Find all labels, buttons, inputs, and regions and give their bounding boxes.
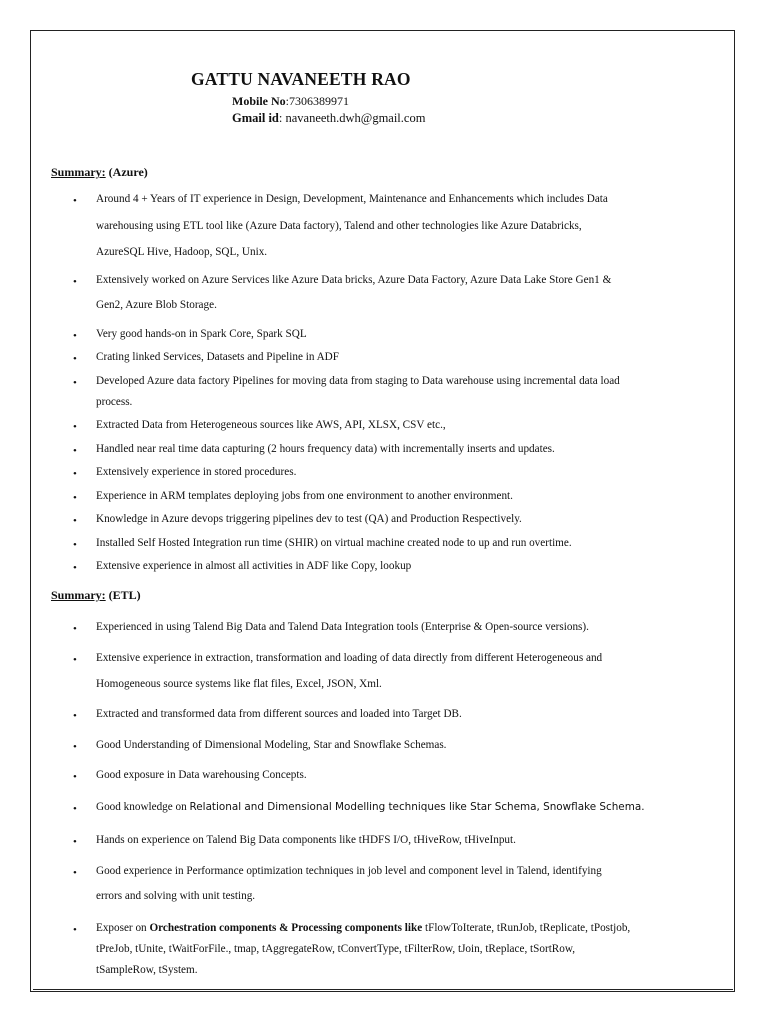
gmail-line bbox=[232, 111, 425, 126]
azure-item-10: Knowledge in Azure devops triggering pipelines dev to test (QA) and Production Respectively. bbox=[96, 513, 522, 525]
etl-summary-heading bbox=[51, 588, 141, 603]
gmail-address: : navaneeth.dwh@gmail.com bbox=[278, 111, 426, 125]
exposer-line-1-rest: tFlowToIterate, tRunJob, tReplicate, tPostjob, bbox=[422, 922, 631, 934]
mobile-label: Mobile No bbox=[232, 94, 286, 108]
mobile-line bbox=[232, 94, 349, 109]
azure-summary-heading bbox=[51, 165, 148, 180]
azure-item-1-line-2: warehousing using ETL tool like (Azure Data factory), Talend and other technologies like Azure Databricks, bbox=[96, 220, 582, 232]
azure-label: (Azure) bbox=[105, 165, 148, 179]
bullet-icon: • bbox=[73, 741, 77, 753]
bullet-icon: • bbox=[73, 468, 77, 480]
bullet-icon: • bbox=[73, 276, 77, 288]
etl-item-5: Good exposure in Data warehousing Concepts. bbox=[96, 769, 307, 781]
bullet-icon: • bbox=[73, 924, 77, 936]
summary-label: Summary: bbox=[51, 165, 106, 179]
azure-item-5-line-1: Developed Azure data factory Pipelines for moving data from staging to Data warehouse using incremental data load bbox=[96, 375, 620, 387]
azure-item-9: Experience in ARM templates deploying jobs from one environment to another environment. bbox=[96, 490, 513, 502]
etl-item-2-line-2: Homogeneous source systems like flat files, Excel, JSON, Xml. bbox=[96, 678, 382, 690]
azure-item-1-line-3: AzureSQL Hive, Hadoop, SQL, Unix. bbox=[96, 246, 268, 258]
exposer-prefix: Exposer on bbox=[96, 922, 150, 934]
azure-item-5-line-2: process. bbox=[96, 396, 133, 408]
bullet-icon: • bbox=[73, 771, 77, 783]
etl-item-9-line-3: tSampleRow, tSystem. bbox=[96, 964, 198, 976]
bullet-icon: • bbox=[73, 195, 77, 207]
azure-item-2-line-1: Extensively worked on Azure Services like Azure Data bricks, Azure Data Factory, Azure Data Lake Store Gen1 & bbox=[96, 274, 612, 286]
bullet-icon: • bbox=[73, 803, 77, 815]
bullet-icon: • bbox=[73, 539, 77, 551]
exposer-bold: Orchestration components & Processing components like bbox=[149, 922, 423, 934]
bullet-icon: • bbox=[73, 867, 77, 879]
etl-item-4: Good Understanding of Dimensional Modeling, Star and Snowflake Schemas. bbox=[96, 739, 447, 751]
etl-item-8-line-2: errors and solving with unit testing. bbox=[96, 890, 256, 902]
bullet-icon: • bbox=[73, 377, 77, 389]
etl-label: (ETL) bbox=[105, 588, 141, 602]
azure-item-8: Extensively experience in stored procedures. bbox=[96, 466, 297, 478]
azure-item-1-line-1: Around 4 + Years of IT experience in Design, Development, Maintenance and Enhancements which includes Data bbox=[96, 193, 608, 205]
bullet-icon: • bbox=[73, 623, 77, 635]
azure-item-6: Extracted Data from Heterogeneous sources like AWS, API, XLSX, CSV etc., bbox=[96, 419, 446, 431]
bullet-icon: • bbox=[73, 836, 77, 848]
summary-label: Summary: bbox=[51, 588, 106, 602]
mobile-number: :7306389971 bbox=[285, 94, 350, 108]
azure-item-11: Installed Self Hosted Integration run time (SHIR) on virtual machine created node to up and run overtime. bbox=[96, 537, 572, 549]
etl-item-6 bbox=[96, 801, 645, 813]
bullet-icon: • bbox=[73, 515, 77, 527]
azure-item-7: Handled near real time data capturing (2 hours frequency data) with incrementally inserts and updates. bbox=[96, 443, 555, 455]
bullet-icon: • bbox=[73, 330, 77, 342]
azure-item-4: Crating linked Services, Datasets and Pipeline in ADF bbox=[96, 351, 339, 363]
bullet-icon: • bbox=[73, 353, 77, 365]
bullet-icon: • bbox=[73, 710, 77, 722]
etl-item-9-line-2: tPreJob, tUnite, tWaitForFile., tmap, tAggregateRow, tConvertType, tFilterRow, tJoin, tReplace, tSortRow, bbox=[96, 943, 576, 955]
modelling-text: Relational and Dimensional Modelling techniques like Star Schema, Snowflake Schema. bbox=[189, 801, 645, 813]
candidate-name: GATTU NAVANEETH RAO bbox=[191, 69, 411, 89]
etl-item-3: Extracted and transformed data from different sources and loaded into Target DB. bbox=[96, 708, 462, 720]
bullet-icon: • bbox=[73, 654, 77, 666]
azure-item-3: Very good hands-on in Spark Core, Spark SQL bbox=[96, 328, 307, 340]
bullet-icon: • bbox=[73, 562, 77, 574]
etl-item-9-line-1 bbox=[96, 922, 630, 934]
gmail-label: Gmail id bbox=[232, 111, 279, 125]
bullet-icon: • bbox=[73, 492, 77, 504]
azure-item-2-line-2: Gen2, Azure Blob Storage. bbox=[96, 299, 217, 311]
page-border-double-line bbox=[33, 989, 733, 990]
etl-item-2-line-1: Extensive experience in extraction, transformation and loading of data directly from different Heterogeneous and bbox=[96, 652, 603, 664]
etl-item-8-line-1: Good experience in Performance optimization techniques in job level and component level in Talend, identifying bbox=[96, 865, 602, 877]
modelling-prefix: Good knowledge on bbox=[96, 801, 190, 813]
azure-item-12: Extensive experience in almost all activities in ADF like Copy, lookup bbox=[96, 560, 412, 572]
etl-item-1: Experienced in using Talend Big Data and Talend Data Integration tools (Enterprise & Open-source versions). bbox=[96, 621, 589, 633]
bullet-icon: • bbox=[73, 445, 77, 457]
bullet-icon: • bbox=[73, 421, 77, 433]
etl-item-7: Hands on experience on Talend Big Data components like tHDFS I/O, tHiveRow, tHiveInput. bbox=[96, 834, 516, 846]
